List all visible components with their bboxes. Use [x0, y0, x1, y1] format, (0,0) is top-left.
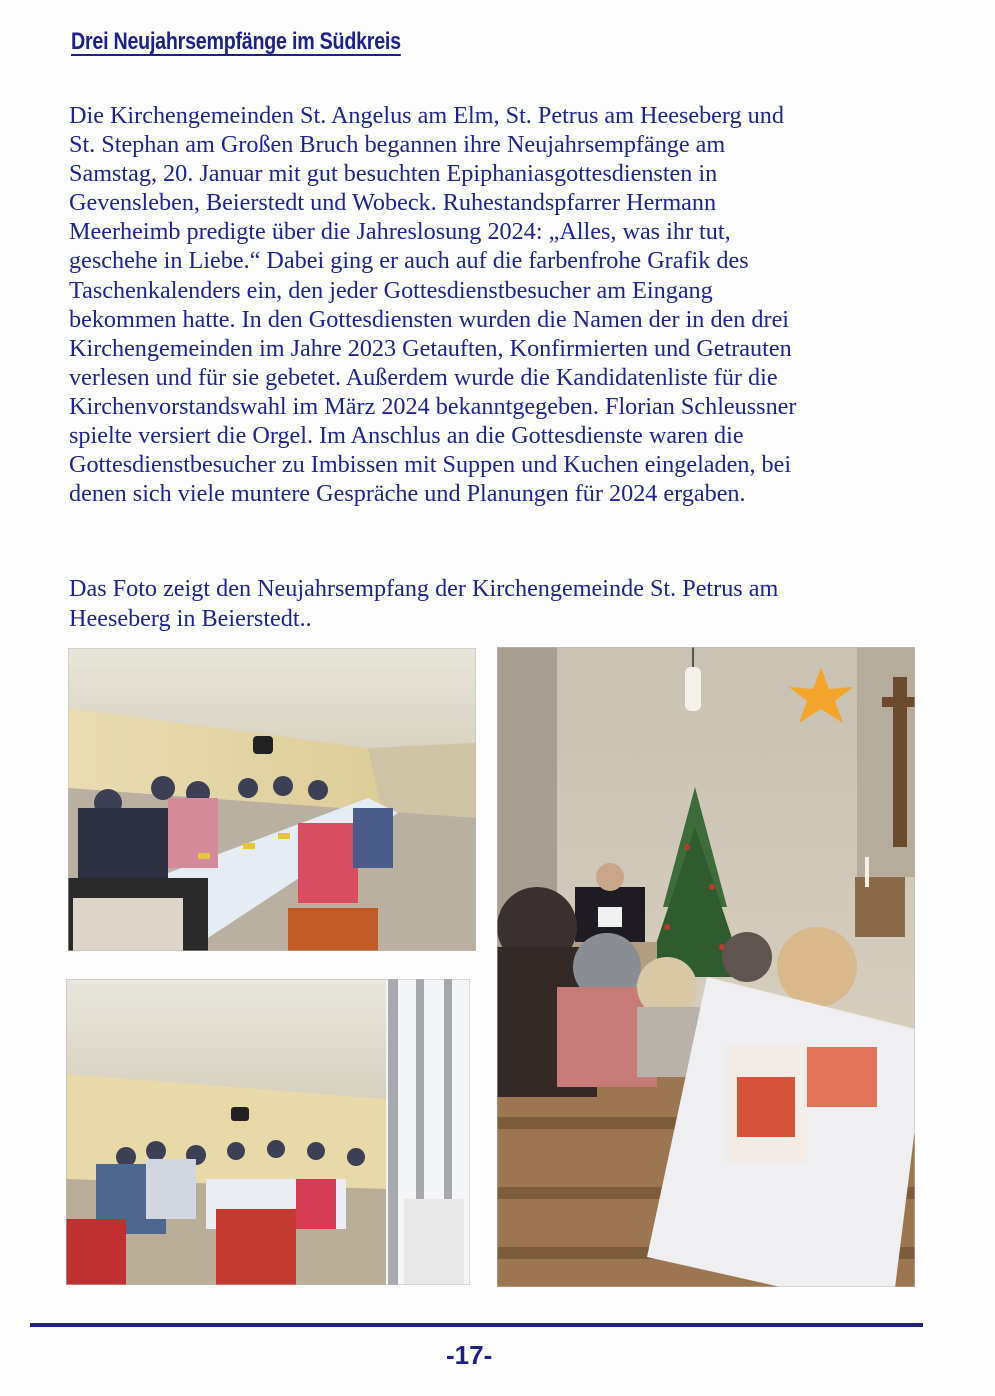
page-number: -17- [446, 1340, 493, 1370]
photo-reception-hall-1 [68, 648, 476, 951]
photo-reception-hall-1-image [68, 648, 476, 951]
body-line: St. Stephan am Großen Bruch begannen ihre Neujahrsempfänge am [69, 131, 726, 159]
body-line: Taschenkalenders ein, den jeder Gottesdienstbesucher am Eingang [69, 276, 713, 304]
footer-rule [30, 1323, 923, 1327]
body-line: Kirchenvorstandswahl im März 2024 bekanntgegeben. Florian Schleussner [69, 392, 797, 420]
body-line: Samstag, 20. Januar mit gut besuchten Epiphaniasgottesdiensten in [69, 160, 718, 188]
body-line: Kirchengemeinden im Jahre 2023 Getauften, Konfirmierten und Getrauten [69, 334, 792, 362]
body-line: denen sich viele muntere Gespräche und Planungen für 2024 ergaben. [69, 480, 746, 508]
body-line: geschehe in Liebe.“ Dabei ging er auch auf die farbenfrohe Grafik des [69, 247, 749, 275]
caption-line: Das Foto zeigt den Neujahrsempfang der Kirchengemeinde St. Petrus am [69, 575, 779, 602]
body-line: Gevensleben, Beierstedt und Wobeck. Ruhestandspfarrer Hermann [69, 189, 717, 217]
photo-church-service [497, 647, 915, 1287]
photo-reception-hall-2 [66, 979, 470, 1285]
photo-caption [69, 574, 929, 634]
body-line: Die Kirchengemeinden St. Angelus am Elm, St. Petrus am Heeseberg und [69, 102, 784, 129]
photo-reception-hall-2-image [66, 979, 470, 1285]
body-line: spielte versiert die Orgel. Im Anschlus an die Gottesdienste waren die [69, 422, 744, 450]
article-body [69, 101, 929, 508]
caption-line: Heeseberg in Beierstedt.. [69, 605, 312, 632]
photo-church-service-image [497, 647, 915, 1287]
body-line: verlesen und für sie gebetet. Außerdem wurde die Kandidatenliste für die [69, 363, 778, 391]
article-title: Drei Neujahrsempfänge im Südkreis [71, 28, 401, 55]
body-line: Gottesdienstbesucher zu Imbissen mit Suppen und Kuchen eingeladen, bei [69, 451, 792, 479]
body-line: bekommen hatte. In den Gottesdiensten wurden die Namen der in den drei [69, 305, 790, 333]
body-line: Meerheimb predigte über die Jahreslosung 2024: „Alles, was ihr tut, [69, 218, 731, 246]
